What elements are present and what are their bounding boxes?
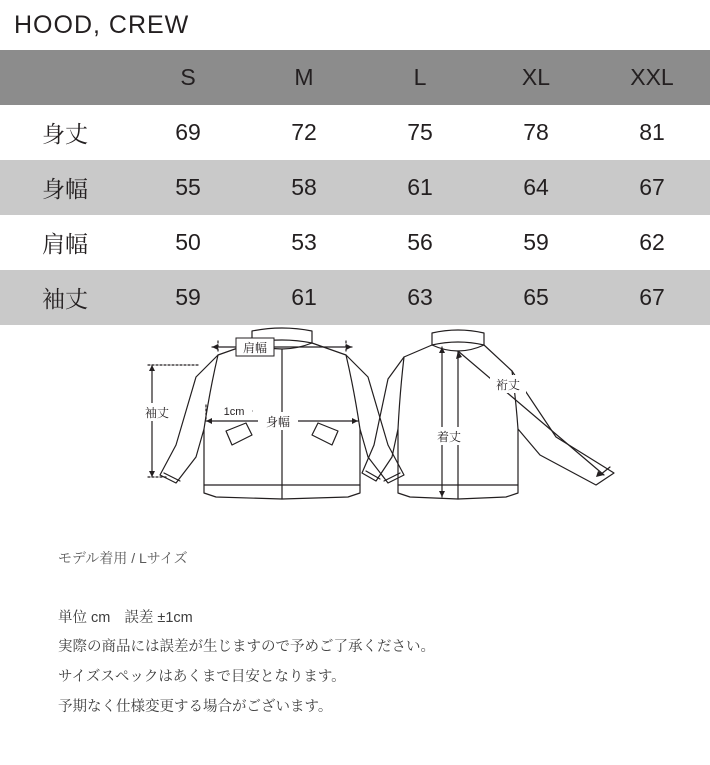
cell-body-width-m: 58 [291, 173, 317, 200]
body-length-label: 着丈 [436, 429, 462, 444]
cell-shoulder-width-l: 56 [407, 228, 433, 255]
back-left-seam [398, 357, 404, 429]
yuki-measure-line [458, 351, 604, 475]
size-table [0, 50, 710, 325]
table-corner-cell [0, 50, 130, 105]
column-header-xxl: XXL [630, 63, 674, 90]
cell-body-length-xl: 78 [523, 118, 549, 145]
note-line-2: サイズスペックはあくまで目安となります。 [58, 668, 346, 685]
sleeve-arrow-bottom [149, 471, 155, 477]
notes-block [0, 568, 710, 723]
row-label-shoulder-width: 肩幅 [42, 230, 88, 257]
shoulder-arrow-left [212, 344, 218, 350]
cell-sleeve-length-m: 61 [291, 283, 317, 310]
one-cm-label: 1cm [223, 405, 245, 418]
cell-body-width-xxl: 67 [639, 173, 665, 200]
note-line-3: 予期なく仕様変更する場合がございます。 [58, 698, 333, 715]
note-line-1: 実際の商品には誤差が生じますので予めご了承ください。 [58, 639, 435, 656]
page-title: HOOD, CREW [14, 11, 190, 39]
back-collar [432, 330, 484, 345]
body-width-arrow-right [352, 418, 358, 424]
cell-shoulder-width-s: 50 [175, 228, 201, 255]
cell-body-length-l: 75 [407, 118, 433, 145]
body-width-arrow-left [206, 418, 212, 424]
back-body [362, 345, 614, 499]
table-body [0, 105, 710, 325]
body-length-arrow-bottom [439, 491, 445, 497]
garment-diagram-svg [0, 325, 710, 540]
cell-body-length-xxl: 81 [639, 118, 665, 145]
front-left-pocket [226, 423, 252, 445]
cell-shoulder-width-xl: 59 [523, 228, 549, 255]
cell-body-width-xl: 64 [523, 173, 549, 200]
cell-body-width-l: 61 [407, 173, 433, 200]
table-row [0, 160, 710, 215]
shoulder-label: 肩幅 [242, 340, 268, 355]
back-left-cuff [366, 471, 380, 479]
column-header-m: M [294, 63, 314, 90]
row-label-sleeve-length: 袖丈 [42, 285, 88, 312]
sleeve-label: 袖丈 [144, 405, 170, 420]
model-note: モデル着用 / Lサイズ [58, 549, 188, 566]
table-row [0, 215, 710, 270]
table-header-row [0, 50, 710, 105]
cell-sleeve-length-l: 63 [407, 283, 433, 310]
tolerance-label: 誤差 ±1cm [124, 609, 193, 626]
cell-shoulder-width-m: 53 [291, 228, 317, 255]
yuki-label: 裄丈 [495, 377, 521, 392]
column-header-s: S [180, 63, 196, 90]
cell-body-length-s: 69 [175, 118, 201, 145]
unit-label: 単位 cm [58, 609, 111, 626]
cell-sleeve-length-s: 59 [175, 283, 201, 310]
cell-sleeve-length-xxl: 67 [639, 283, 665, 310]
column-header-l: L [413, 63, 427, 90]
row-label-body-width: 身幅 [42, 175, 88, 202]
cell-body-width-s: 55 [175, 173, 201, 200]
cell-body-length-m: 72 [291, 118, 317, 145]
front-right-pocket [312, 423, 338, 445]
row-label-body-length: 身丈 [42, 120, 88, 147]
table-row [0, 270, 710, 325]
table-header [0, 50, 710, 105]
shoulder-arrow-right [346, 344, 352, 350]
table-row [0, 105, 710, 160]
cell-sleeve-length-xl: 65 [523, 283, 549, 310]
garment-diagram [0, 325, 710, 540]
body-width-label: 身幅 [265, 414, 291, 429]
cell-shoulder-width-xxl: 62 [639, 228, 665, 255]
sleeve-arrow-top [149, 365, 155, 371]
unit-tolerance-line [58, 604, 710, 634]
column-header-xl: XL [521, 63, 551, 90]
